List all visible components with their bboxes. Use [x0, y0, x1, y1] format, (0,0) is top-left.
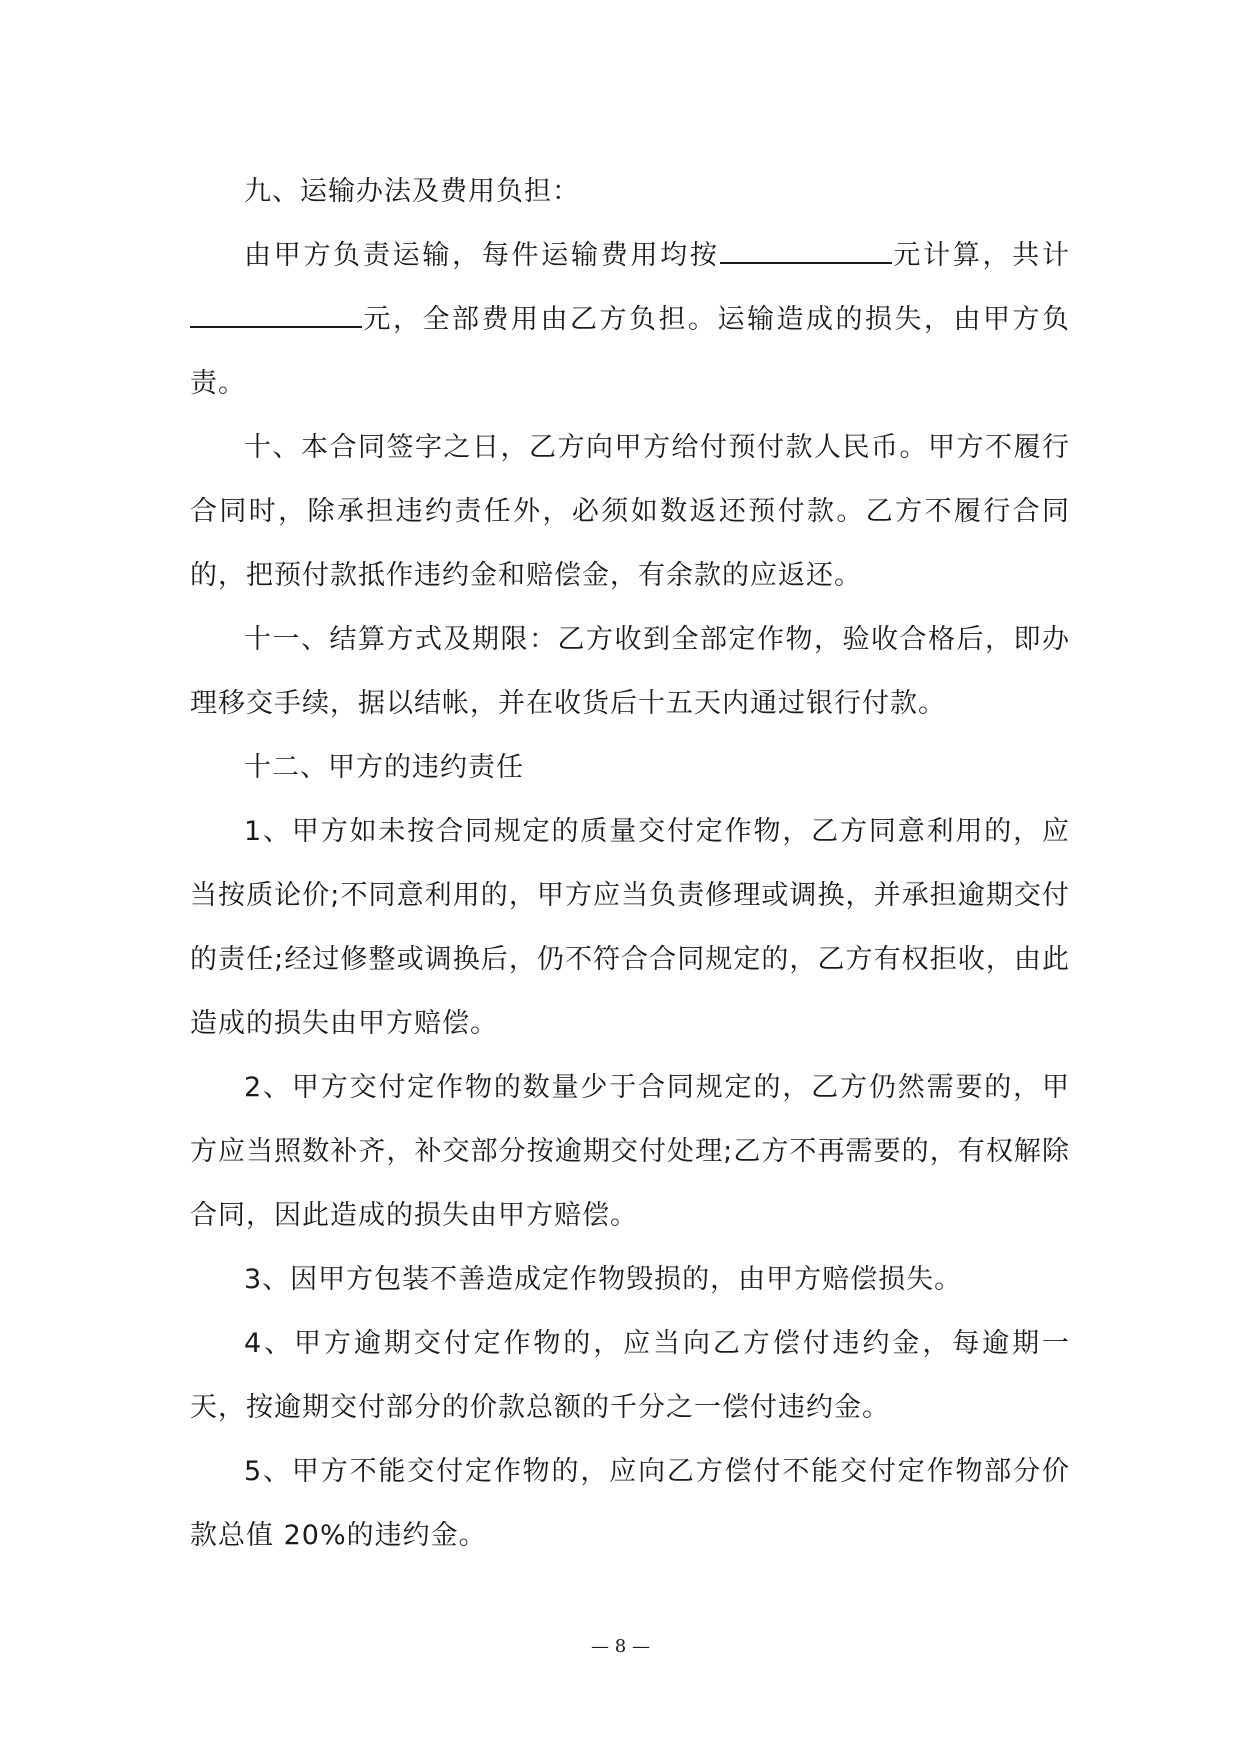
fill-in-blank-unit-cost — [720, 232, 892, 264]
section-12-item-3: 3、因甲方包装不善造成定作物毁损的，由甲方赔偿损失。 — [244, 1264, 963, 1295]
section-9-text-b: 元计算，共计 — [891, 240, 1071, 271]
section-12-item-2: 2、甲方交付定作物的数量少于合同规定的，乙方仍然需要的，甲方应当照数补齐，补交部分按逾期交付处理;乙方不再需要的，有权解除合同，因此造成的损失由甲方赔偿。 — [190, 1072, 1070, 1231]
section-11-text: 十一、结算方式及期限：乙方收到全部定作物，验收合格后，即办理移交手续，据以结帐，并在收货后十五天内通过银行付款。 — [190, 624, 1070, 719]
section-9-text-c: 元，全部费用由乙方负担。运输造成的损失，由甲方负责。 — [190, 304, 1070, 399]
section-12-item-5: 5、甲方不能交付定作物的，应向乙方偿付不能交付定作物部分价款总值 20%的违约金。 — [190, 1456, 1070, 1551]
fill-in-blank-total — [190, 296, 362, 328]
section-12-heading: 十二、甲方的违约责任 — [244, 752, 524, 783]
section-9-heading: 九、运输办法及费用负担： — [244, 176, 580, 207]
section-9-text — [190, 224, 1070, 416]
contract-body — [190, 160, 1070, 1568]
section-9-text-a: 由甲方负责运输，每件运输费用均按 — [244, 240, 720, 271]
section-12-item-4: 4、甲方逾期交付定作物的，应当向乙方偿付违约金，每逾期一天，按逾期交付部分的价款总额的千分之一偿付违约金。 — [190, 1328, 1070, 1423]
section-10-text: 十、本合同签字之日，乙方向甲方给付预付款人民币。甲方不履行合同时，除承担违约责任外，必须如数返还预付款。乙方不履行合同的，把预付款抵作违约金和赔偿金，有余款的应返还。 — [190, 432, 1070, 591]
page-number: — 8 — — [591, 1636, 650, 1657]
section-12-item-1: 1、甲方如未按合同规定的质量交付定作物，乙方同意利用的，应当按质论价;不同意利用的，甲方应当负责修理或调换，并承担逾期交付的责任;经过修整或调换后，仍不符合合同规定的，乙方有权拒收，由此造成的损失由甲方赔偿。 — [190, 816, 1070, 1039]
